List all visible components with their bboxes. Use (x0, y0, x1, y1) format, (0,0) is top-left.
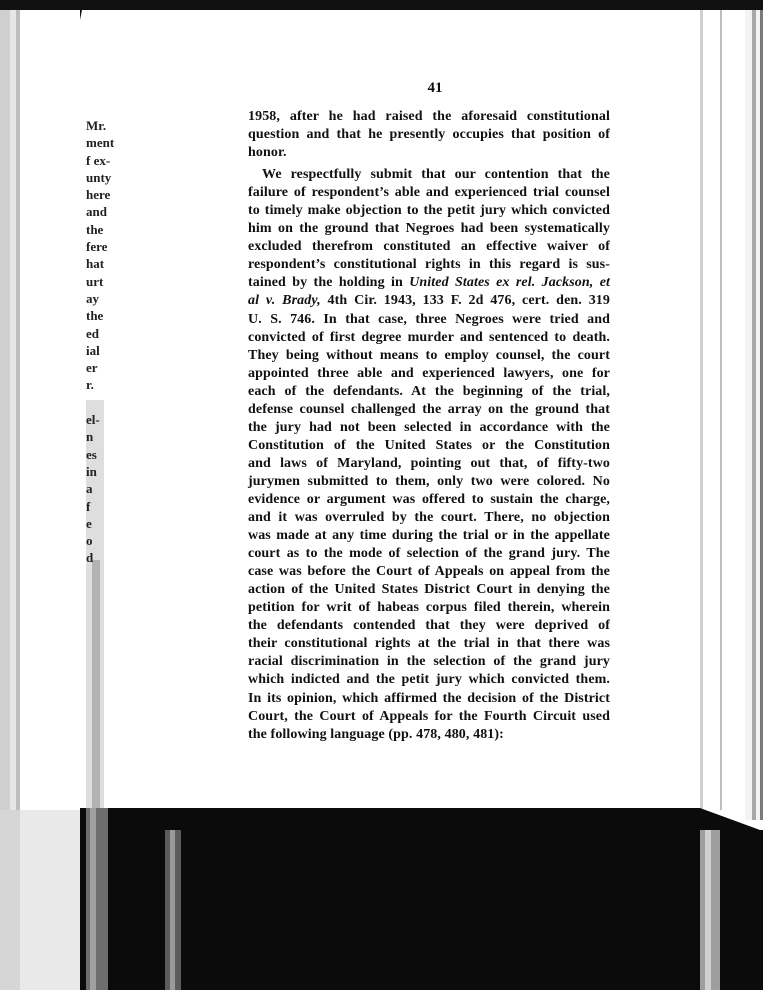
text-line: to timely make objection to the petit jury which convicted (248, 203, 610, 219)
margin-fragment (86, 394, 126, 411)
text-line: him on the ground that Negroes had been systematically (248, 221, 610, 237)
margin-fragment: the (86, 308, 104, 324)
main-text-body (248, 108, 610, 744)
text-line: 1958, after he had raised the aforesaid constitutional (248, 109, 610, 124)
text-line: honor. (248, 145, 287, 161)
text-line: U. S. 746. In that case, three Negroes were tried and (248, 311, 610, 327)
text-line: They being without means to employ counsel, the court (248, 347, 610, 363)
text-line: jurymen submitted to them, only two were colored. No (248, 473, 610, 489)
text-line: case was before the Court of Appeals on appeal from the (248, 564, 610, 580)
text-line: We respectfully submit that our contention that the (262, 167, 610, 183)
margin-fragment: fere (86, 239, 108, 255)
margin-fragment: hat (86, 256, 105, 272)
margin-fragment: Mr. (86, 118, 107, 133)
left-page-margin-fragments (86, 117, 126, 567)
margin-fragment: ial (86, 342, 100, 358)
text-line: Constitution of the United States or the Constitution (248, 437, 610, 453)
margin-fragment: in (86, 463, 97, 479)
text-line: their constitutional rights at the trial in that there was (248, 636, 610, 652)
margin-fragment: f (86, 498, 91, 514)
text-line: question and that he presently occupies that position of (248, 127, 610, 143)
margin-fragment: the (86, 221, 104, 237)
text-line: racial discrimination in the selection of the grand jury (248, 654, 610, 670)
margin-fragment: ay (86, 290, 99, 306)
margin-fragment: es (86, 446, 97, 462)
margin-fragment: here (86, 187, 111, 203)
text-line: court as to the mode of selection of the grand jury. The (248, 546, 610, 562)
text-line: each of the defendants. At the beginning of the trial, (248, 383, 610, 399)
margin-fragment: er (86, 360, 98, 376)
paragraph-1 (248, 108, 610, 162)
text-line: appointed three able and experienced lawyers, one for (248, 365, 610, 381)
text-line: excluded therefrom constituted an effective waiver of (248, 239, 610, 255)
margin-fragment: e (86, 515, 92, 531)
margin-fragment: d (86, 550, 94, 566)
case-name-italic: al v. Brady, (248, 293, 321, 309)
text-line: evidence or argument was offered to sustain the charge, (248, 491, 610, 507)
margin-fragment: ment (86, 135, 115, 151)
margin-fragment: f ex- (86, 152, 111, 168)
margin-fragment: unty (86, 169, 112, 185)
text-line: and it was overruled by the court. There, no objection (248, 510, 610, 526)
text-line: petition for writ of habeas corpus filed therein, wherein (248, 600, 610, 616)
margin-fragment: urt (86, 273, 104, 289)
text-line: convicted of first degree murder and sentenced to death. (248, 329, 610, 345)
margin-fragment: el- (86, 412, 100, 428)
text-line: al v. Brady, 4th Cir. 1943, 133 F. 2d 476, cert. den. 319 (248, 293, 610, 309)
text-line: tained by the holding in United States ex rel. Jackson, et (248, 275, 610, 291)
margin-fragment: ed (86, 325, 99, 341)
text-line: was made at any time during the trial or in the appellate (248, 528, 610, 544)
text-line: Court, the Court of Appeals for the Fourth Circuit used (248, 708, 610, 724)
text-line: action of the United States District Court in denying the (248, 582, 610, 598)
margin-fragment: o (86, 533, 93, 549)
text-line: which indicted and the petit jury which convicted them. (248, 672, 610, 688)
margin-fragment: n (86, 429, 94, 445)
text-line: failure of respondent’s able and experienced trial counsel (248, 185, 610, 201)
text-line: defense counsel challenged the array on the ground that (248, 401, 610, 417)
case-name-italic: United States ex rel. Jackson, et (409, 275, 610, 291)
text-line: respondent’s constitutional rights in this regard is sus- (248, 257, 610, 273)
text-line: the following language (pp. 478, 480, 481): (248, 726, 504, 742)
margin-fragment: r. (86, 377, 94, 393)
page-number: 41 (427, 80, 443, 96)
margin-fragment: a (86, 481, 93, 497)
margin-fragment: and (86, 204, 107, 220)
text-line: the defendants contended that they were deprived of (248, 618, 610, 634)
paragraph-2 (248, 166, 610, 744)
text-line: the jury had not been selected in accordance with the (248, 419, 610, 435)
text-line: In its opinion, which affirmed the decision of the District (248, 690, 610, 706)
text-line: and laws of Maryland, pointing out that, of fifty-two (248, 455, 610, 471)
